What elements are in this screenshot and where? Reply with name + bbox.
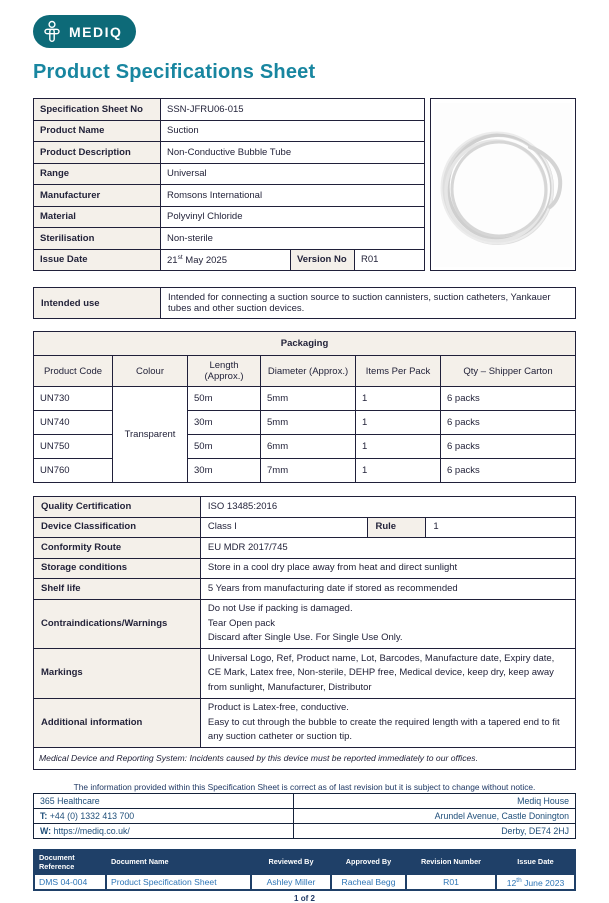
table-row (34, 142, 425, 164)
spec-value: Polyvinyl Chloride (161, 206, 425, 228)
diameter-value: 7mm (261, 459, 356, 483)
col-length: Length (Approx.) (188, 356, 261, 387)
table-row (34, 228, 425, 250)
colour-value: Transparent (113, 387, 188, 483)
table-row (34, 497, 576, 518)
markings-value: Universal Logo, Ref, Product name, Lot, Barcodes, Manufacture date, Expiry date, CE Mark, Latex free, Non-sterile, DEHP free, Medical device, keep dry, keep away from sunlight, Manufacturer, Distributor (200, 649, 575, 699)
table-row (34, 206, 425, 228)
length-value: 30m (188, 411, 261, 435)
table-row (34, 579, 576, 600)
product-photo-frame (430, 98, 576, 271)
table-row (34, 387, 576, 411)
intended-use-table (33, 287, 576, 319)
spec-label: Material (34, 206, 161, 228)
spec-value: Non-Conductive Bubble Tube (161, 142, 425, 164)
rule-value: 1 (426, 517, 576, 538)
table-row (34, 808, 576, 823)
issue-date-label: Issue Date (34, 249, 161, 271)
spec-label: Range (34, 163, 161, 185)
col-approved-by: Approved By (331, 850, 406, 874)
mediq-logo (33, 15, 136, 48)
table-row (34, 793, 576, 808)
length-value: 50m (188, 435, 261, 459)
table-row (34, 698, 576, 748)
quality-table (33, 496, 576, 770)
specification-table (33, 98, 425, 271)
packaging-title: Packaging (34, 332, 576, 356)
page-title: Product Specifications Sheet (33, 61, 316, 83)
table-row (34, 163, 425, 185)
address-line1: Mediq House (294, 793, 576, 808)
spec-value: SSN-JFRU06-015 (161, 99, 425, 121)
page-header (33, 15, 576, 84)
doc-approved-by: Racheal Begg (331, 874, 406, 891)
product-code: UN760 (34, 459, 113, 483)
col-qty-shipper: Qty – Shipper Carton (441, 356, 576, 387)
spec-section (33, 98, 576, 271)
device-class-value: Class I (200, 517, 368, 538)
spec-value: Romsons International (161, 185, 425, 207)
packaging-title-row (34, 332, 576, 356)
doc-header-row (34, 850, 575, 874)
packaging-table (33, 331, 576, 483)
length-value: 30m (188, 459, 261, 483)
contraindications-value: Do not Use if packing is damaged. Tear Open pack Discard after Single Use. For Single Use Only. (200, 599, 575, 649)
product-code: UN750 (34, 435, 113, 459)
spec-label: Specification Sheet No (34, 99, 161, 121)
device-class-label: Device Classification (34, 517, 201, 538)
col-colour: Colour (113, 356, 188, 387)
mediq-cross-icon (42, 20, 62, 43)
address-line2: Arundel Avenue, Castle Donington (294, 808, 576, 823)
items-value: 1 (356, 435, 441, 459)
document-control-table (33, 849, 576, 892)
table-row (34, 517, 576, 538)
page-number: 1 of 2 (294, 894, 315, 903)
contraindications-label: Contraindications/Warnings (34, 599, 201, 649)
spec-label: Product Name (34, 120, 161, 142)
qty-value: 6 packs (441, 435, 576, 459)
shelf-life-label: Shelf life (34, 579, 201, 600)
items-value: 1 (356, 387, 441, 411)
diameter-value: 5mm (261, 411, 356, 435)
items-value: 1 (356, 459, 441, 483)
col-items-per-pack: Items Per Pack (356, 356, 441, 387)
spec-label: Product Description (34, 142, 161, 164)
additional-info-value: Product is Latex-free, conductive. Easy to cut through the bubble to create the required length with a tapered end to fit any suction catheter or suction tip. (200, 698, 575, 748)
table-row (34, 288, 576, 319)
table-row (34, 185, 425, 207)
footer-disclaimer: The information provided within this Specification Sheet is correct as of last revision but it is subject to change without notice. (73, 781, 536, 792)
logo-text: MEDIQ (69, 23, 123, 40)
issue-date-row (34, 249, 425, 271)
qty-value: 6 packs (441, 411, 576, 435)
doc-reference: DMS 04-004 (34, 874, 106, 891)
col-doc-reference: Document Reference (34, 850, 106, 874)
diameter-value: 5mm (261, 387, 356, 411)
quality-cert-label: Quality Certification (34, 497, 201, 518)
length-value: 50m (188, 387, 261, 411)
website-link[interactable]: W: https://mediq.co.uk/ (34, 823, 294, 838)
company-name: 365 Healthcare (34, 793, 294, 808)
spec-label: Sterilisation (34, 228, 161, 250)
contact-table (33, 793, 576, 839)
table-row (34, 649, 576, 699)
rule-label: Rule (368, 517, 426, 538)
address-line3: Derby, DE74 2HJ (294, 823, 576, 838)
spec-value: Universal (161, 163, 425, 185)
doc-data-row (34, 874, 575, 891)
col-doc-name: Document Name (106, 850, 251, 874)
coiled-tube-image (434, 103, 572, 267)
storage-value: Store in a cool dry place away from heat and direct sunlight (200, 558, 575, 579)
table-row (34, 538, 576, 559)
intended-use-label: Intended use (34, 288, 161, 319)
version-value: R01 (355, 249, 425, 271)
doc-name: Product Specification Sheet (106, 874, 251, 891)
diameter-value: 6mm (261, 435, 356, 459)
conformity-value: EU MDR 2017/745 (200, 538, 575, 559)
col-product-code: Product Code (34, 356, 113, 387)
quality-cert-value: ISO 13485:2016 (200, 497, 575, 518)
qty-value: 6 packs (441, 459, 576, 483)
table-row (34, 823, 576, 838)
conformity-label: Conformity Route (34, 538, 201, 559)
doc-revision: R01 (406, 874, 496, 891)
col-reviewed-by: Reviewed By (251, 850, 331, 874)
doc-issue-date: 12th June 2023 (496, 874, 575, 891)
spec-value: Non-sterile (161, 228, 425, 250)
version-label: Version No (291, 249, 355, 271)
items-value: 1 (356, 411, 441, 435)
reporting-note: Medical Device and Reporting System: Incidents caused by this device must be reported immediately to our offices. (34, 748, 576, 770)
phone-number: T: +44 (0) 1332 413 700 (34, 808, 294, 823)
table-row (34, 99, 425, 121)
qty-value: 6 packs (441, 387, 576, 411)
storage-label: Storage conditions (34, 558, 201, 579)
table-row (34, 558, 576, 579)
product-code: UN740 (34, 411, 113, 435)
intended-use-value: Intended for connecting a suction source to suction cannisters, suction catheters, Yankauer tubes and other suction devices. (161, 288, 576, 319)
table-row (34, 120, 425, 142)
doc-reviewed-by: Ashley Miller (251, 874, 331, 891)
col-diameter: Diameter (Approx.) (261, 356, 356, 387)
reporting-note-row (34, 748, 576, 770)
table-row (34, 599, 576, 649)
markings-label: Markings (34, 649, 201, 699)
col-revision-number: Revision Number (406, 850, 496, 874)
spec-label: Manufacturer (34, 185, 161, 207)
col-issue-date: Issue Date (496, 850, 575, 874)
spec-value: Suction (161, 120, 425, 142)
packaging-header-row (34, 356, 576, 387)
shelf-life-value: 5 Years from manufacturing date if stored as recommended (200, 579, 575, 600)
issue-date-value: 21st May 2025 (161, 249, 291, 271)
product-code: UN730 (34, 387, 113, 411)
additional-info-label: Additional information (34, 698, 201, 748)
